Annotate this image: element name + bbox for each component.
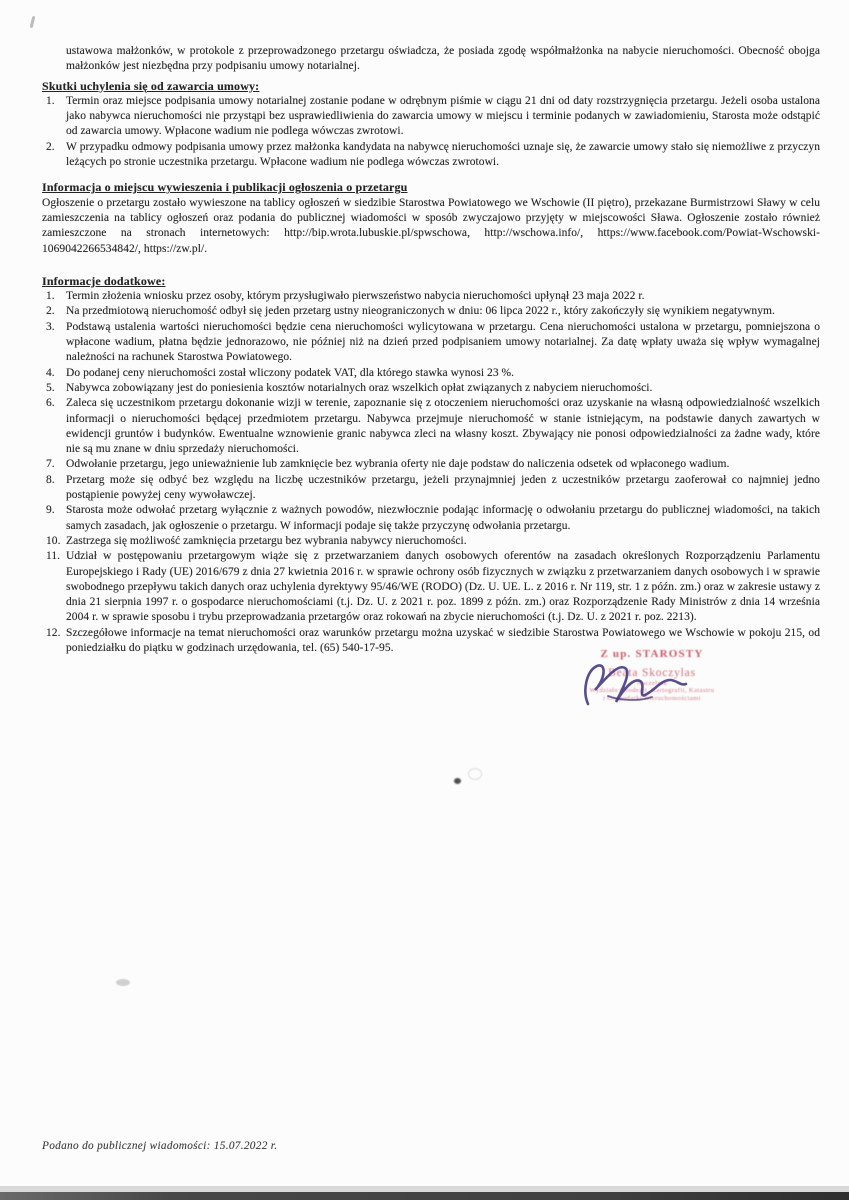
list-item-text: Nabywca zobowiązany jest do poniesienia kosztów notarialnych oraz wszelkich opłat związanych z nabyciem nieruchomości.: [66, 381, 653, 394]
list-item-text: W przypadku odmowy podpisania umowy przez małżonka kandydata na nabywcę nieruchomości uznaje się, że zawarcie umowy stało się niemożliwe z przyczyn leżących po stronie uczestnika przetargu. Wpłacone wadium nie podlega wówczas zwrotowi.: [66, 140, 820, 169]
publication-date-note: Podano do publicznej wiadomości: 15.07.2022 r.: [42, 1140, 278, 1152]
list-item-number: 1.: [46, 290, 55, 303]
list-item-number: 2.: [46, 305, 55, 318]
section-heading-additional-info: Informacje dodatkowe:: [42, 273, 166, 288]
list-item-number: 4.: [46, 366, 55, 379]
section-heading-contract-withdrawal: Skutki uchylenia się od zawarcia umowy:: [42, 78, 260, 93]
list-item-number: 2.: [46, 140, 55, 153]
scan-artifact-speck: [116, 979, 130, 986]
list-item-text: Podstawą ustalenia wartości nieruchomości będzie cena nieruchomości wylicytowana w przetargu. Cena nieruchomości ustalona w przetargu, pomniejszona o wpłacone wadium, płatna będzie jednorazowo, nie później niż na dzień przed podpisaniem umowy notarialnej. Za datę wpłaty uważa się wpływ wymagalnej należności na rachunek Starostwa Powiatowego.: [66, 320, 820, 364]
section-heading-publication: Informacja o miejscu wywieszenia i publikacji ogłoszenia o przetargu: [42, 180, 408, 195]
continuation-paragraph: ustawowa małżonków, w protokole z przeprowadzonego przetargu oświadcza, że posiada zgodę współmałżonka na nabycie nieruchomości. Obecność obojga małżonków jest niezbędna przy podpisaniu umowy notarialnej.: [66, 45, 820, 73]
list-item-number: 1.: [46, 94, 55, 107]
list-item-number: 10.: [46, 534, 61, 547]
list-item-number: 12.: [46, 626, 61, 639]
list-item-text: Do podanej ceny nieruchomości został wliczony podatek VAT, dla którego stawka wynosi 23 %.: [66, 366, 515, 379]
list-item-text: Na przedmiotową nieruchomość odbył się jeden przetarg ustny nieograniczonych w dniu: 06 lipca 2022 r., który zakończyły się wynikiem negatywnym.: [66, 305, 775, 318]
publication-paragraph: Ogłoszenie o przetargu zostało wywieszone na tablicy ogłoszeń w siedzibie Starostwa Powiatowego we Wschowie (II piętro), przekazane Burmistrzowi Sławy w celu zamieszczenia na tablicy ogłoszeń oraz podania do publicznej wiadomości w sposób zwyczajowo przyjęty w miejscowości Sława. Ogłoszenie zostało również zamieszczone na stronach internetowych: http://bip.wrota.lubuskie.pl/spwschowa, http://wschowa.info/, https://www.facebook.com/Powiat-Wschowski-1069042266534842/, https://zw.pl/.: [42, 196, 820, 255]
list-item-text: Zaleca się uczestnikom przetargu dokonanie wizji w terenie, zapoznanie się z otoczeniem nieruchomości oraz uzyskanie na własną odpowiedzialność wszelkich informacji o nieruchomości będącej przedmiotem przetargu. Nabywca przejmuje nieruchomość w stanie istniejącym, na podstawie danych zawartych w ewidencji gruntów i budynków. Ewentualne wznowienie granic nabywca zleci na własny koszt. Zbywający nie ponosi odpowiedzialności za żadne wady, które nie są mu znane w dniu sprzedaży nieruchomości.: [66, 397, 820, 456]
list-item: [42, 366, 820, 381]
stamp-authority-line: Z up. STAROSTY: [600, 648, 704, 660]
scan-edge-shadow-dark: [0, 1192, 849, 1200]
stamp-title-line: Naczelnik: [636, 679, 668, 687]
list-item-text: Szczegółowe informacje na temat nieruchomości oraz warunków przetargu można uzyskać w siedzibie Starostwa Powiatowego we Wschowie w pokoju 215, od poniedziałku do piątku w godzinach urzędowania, tel. (65) 540-17-95.: [66, 626, 820, 654]
list-item-text: Starosta może odwołać przetarg wyłącznie z ważnych powodów, niezwłocznie podając informację o odwołaniu przetargu do publicznej wiadomości, na takich samych zasadach, jak ogłoszenie o przetargu. W informacji podaje się także przyczynę odwołania przetargu.: [66, 504, 820, 532]
list-item-text: Termin złożenia wniosku przez osoby, którym przysługiwało pierwszeństwo nabycia nieruchomości upłynął 23 maja 2022 r.: [66, 290, 645, 303]
stamp-title-line: i Gospodarki Nieruchomościami: [603, 695, 701, 703]
list-item: [42, 140, 820, 171]
list-item: [42, 396, 820, 457]
list-item: [42, 534, 820, 549]
list-item-text: Termin oraz miejsce podpisania umowy notarialnej zostanie podane w odrębnym piśmie w ciągu 21 dni od daty rozstrzygnięcia przetargu. Jeżeli osoba ustalona jako nabywca nieruchomości nie przystąpi bez usprawiedliwienia do zawarcia umowy w miejscu i terminie podanych w zawiadomieniu, Starosta może odstąpić od zawarcia umowy. Wpłacone wadium nie podlega wówczas zwrotowi.: [66, 94, 820, 138]
list-item-text: Udział w postępowaniu przetargowym wiąże się z przetwarzaniem danych osobowych oferentów na zasadach określonych Rozporządzeniu Parlamentu Europejskiego i Rady (UE) 2016/679 z dnia 27 kwietnia 2016 r. w sprawie ochrony osób fizycznych w związku z przetwarzaniem danych osobowych i w sprawie swobodnego przepływu takich danych oraz uchylenia dyrektywy 95/46/WE (RODO) (Dz. U. UE. L. z 2016 r. Nr 119, str. 1 z późn. zm.) oraz w zakresie ustawy z dnia 21 sierpnia 1997 r. o gospodarce nieruchomościami (t.j. Dz. U. z 2021 r. poz. 1899 z późn. zm.) oraz Rozporządzenie Rady Ministrów z dnia 14 września 2004 r. w sprawie sposobu i trybu przeprowadzania przetargów oraz rokowań na zbycie nieruchomości (t.j. Dz. U. z 2021 r. poz. 2213).: [66, 550, 820, 624]
list-item: [42, 503, 820, 534]
official-stamp: [552, 648, 752, 703]
list-item-number: 11.: [46, 550, 61, 563]
stamp-signatory-name: Beata Skoczylas: [608, 666, 696, 679]
list-item: [42, 320, 820, 366]
document-content: [42, 44, 820, 656]
list-item-number: 9.: [46, 504, 55, 517]
list-item: [42, 289, 820, 304]
stamp-title-line: Wydziału Geodezji, Kartografii, Katastru: [589, 687, 715, 695]
list-item: [42, 304, 820, 319]
list-item-number: 6.: [46, 397, 55, 410]
list-item: [42, 549, 820, 625]
list-item: [42, 457, 820, 472]
list-item: [42, 94, 820, 140]
list-item: [42, 473, 820, 504]
list-item-number: 3.: [46, 320, 55, 333]
list-item-text: Przetarg może się odbyć bez względu na liczbę uczestników przetargu, jeżeli przynajmniej jeden z uczestników przetargu zaoferował co najmniej jedno postąpienie powyżej ceny wywoławczej.: [66, 473, 820, 502]
additional-info-list: [42, 289, 820, 656]
list-item-number: 8.: [46, 473, 55, 486]
scan-artifact-speck: [468, 768, 482, 780]
list-item: [42, 381, 820, 396]
list-item-number: 5.: [46, 381, 55, 394]
scan-artifact-corner-mark: [30, 16, 36, 28]
scan-artifact-speck: [454, 778, 461, 784]
withdrawal-list: [42, 94, 820, 170]
list-item-number: 7.: [46, 458, 55, 471]
list-item-text: Zastrzega się możliwość zamknięcia przetargu bez wybrania nabywcy nieruchomości.: [66, 534, 467, 547]
list-item-text: Odwołanie przetargu, jego unieważnienie lub zamknięcie bez wybrania oferty nie daje podstaw do naliczenia odsetek od wpłaconego wadium.: [66, 458, 730, 471]
